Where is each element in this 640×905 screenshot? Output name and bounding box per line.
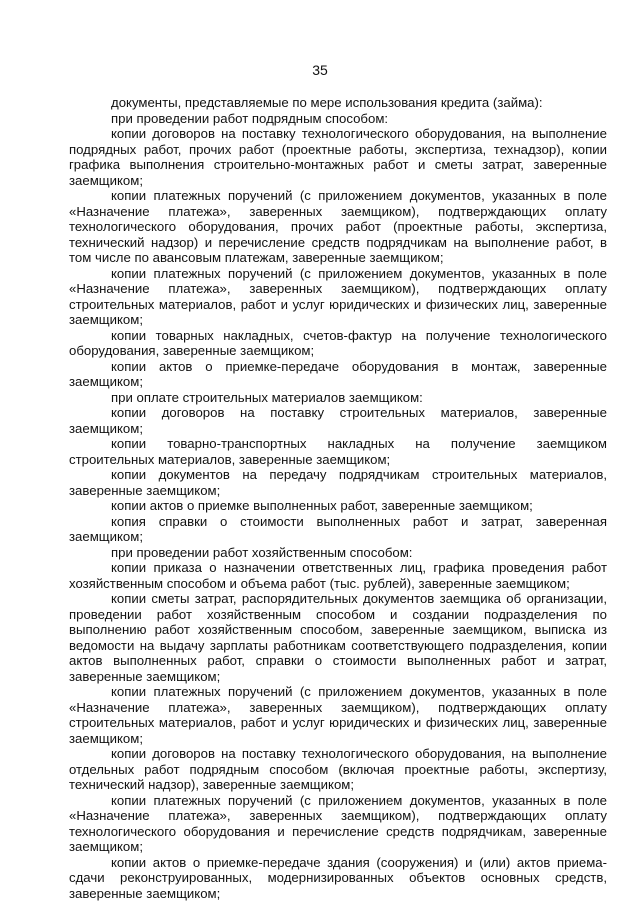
page-number: 35	[312, 62, 328, 78]
paragraph: копии приказа о назначении ответственных лиц, графика проведения работ хозяйственным способом и объема работ (тыс. рублей), заверенные заемщиком;	[69, 560, 607, 591]
paragraph: копии документов на передачу подрядчикам строительных материалов, заверенные заемщиком;	[69, 467, 607, 498]
document-body	[69, 95, 607, 901]
paragraph: копии платежных поручений (с приложением документов, указанных в поле «Назначение платежа», заверенных заемщиком), подтверждающих оплату строительных материалов, работ и услуг юридических и физических лиц, заверенные заемщиком;	[69, 265, 607, 327]
paragraph: копии товарных накладных, счетов-фактур на получение технологического оборудования, заверенные заемщиком;	[69, 327, 607, 358]
paragraph: копии платежных поручений (с приложением документов, указанных в поле «Назначение платежа», заверенных заемщиком), подтверждающих оплату технологического оборудования, прочих работ (проектные работы, экспертиза, технический надзор) и перечисление средств подрядчикам на выполнение работ, в том числе по авансовым платежам, заверенные заемщиком;	[69, 188, 607, 265]
paragraph: копии сметы затрат, распорядительных документов заемщика об организации, проведении работ хозяйственным способом и создании подразделения по выполнению работ хозяйственным способом, заверенные заемщиком, выписка из ведомости на выдачу зарплаты работникам соответствующего подразделения, копии актов выполненных работ, справки о стоимости выполненных работ и затрат, заверенные заемщиком;	[69, 591, 607, 684]
paragraph: при проведении работ подрядным способом:	[111, 110, 389, 126]
paragraph: копия справки о стоимости выполненных работ и затрат, заверенная заемщиком;	[69, 513, 607, 544]
paragraph: документы, представляемые по мере использования кредита (займа):	[111, 95, 543, 110]
paragraph: копии платежных поручений (с приложением документов, указанных в поле «Назначение платежа», заверенных заемщиком), подтверждающих оплату технологического оборудования и перечисление средств подрядчикам, заверенные заемщиком;	[69, 792, 607, 854]
paragraph: копии платежных поручений (с приложением документов, указанных в поле «Назначение платежа», заверенных заемщиком), подтверждающих оплату строительных материалов, работ и услуг юридических и физических лиц, заверенные заемщиком;	[69, 684, 607, 746]
paragraph: копии договоров на поставку технологического оборудования, на выполнение отдельных работ подрядным способом (включая проектные работы, экспертизу, технический надзор), заверенные заемщиком;	[69, 746, 607, 792]
paragraph: копии актов о приемке-передаче оборудования в монтаж, заверенные заемщиком;	[69, 358, 607, 389]
paragraph: копии договоров на поставку технологического оборудования, на выполнение подрядных работ, прочих работ (проектные работы, экспертиза, технадзор), копии графика выполнения строительно-монтажных работ и сметы затрат, заверенные заемщиком;	[69, 126, 607, 188]
paragraph: копии договоров на поставку строительных материалов, заверенные заемщиком;	[69, 405, 607, 436]
paragraph: при проведении работ хозяйственным способом:	[111, 544, 413, 560]
paragraph: копии актов о приемке-передаче здания (сооружения) и (или) актов приема-сдачи реконструированных, модернизированных объектов основных средств, заверенные заемщиком;	[69, 854, 607, 901]
paragraph: копии товарно-транспортных накладных на получение заемщиком строительных материалов, заверенные заемщиком;	[69, 436, 607, 467]
paragraph: копии актов о приемке выполненных работ, заверенные заемщиком;	[111, 498, 533, 513]
paragraph: при оплате строительных материалов заемщиком:	[111, 389, 423, 405]
